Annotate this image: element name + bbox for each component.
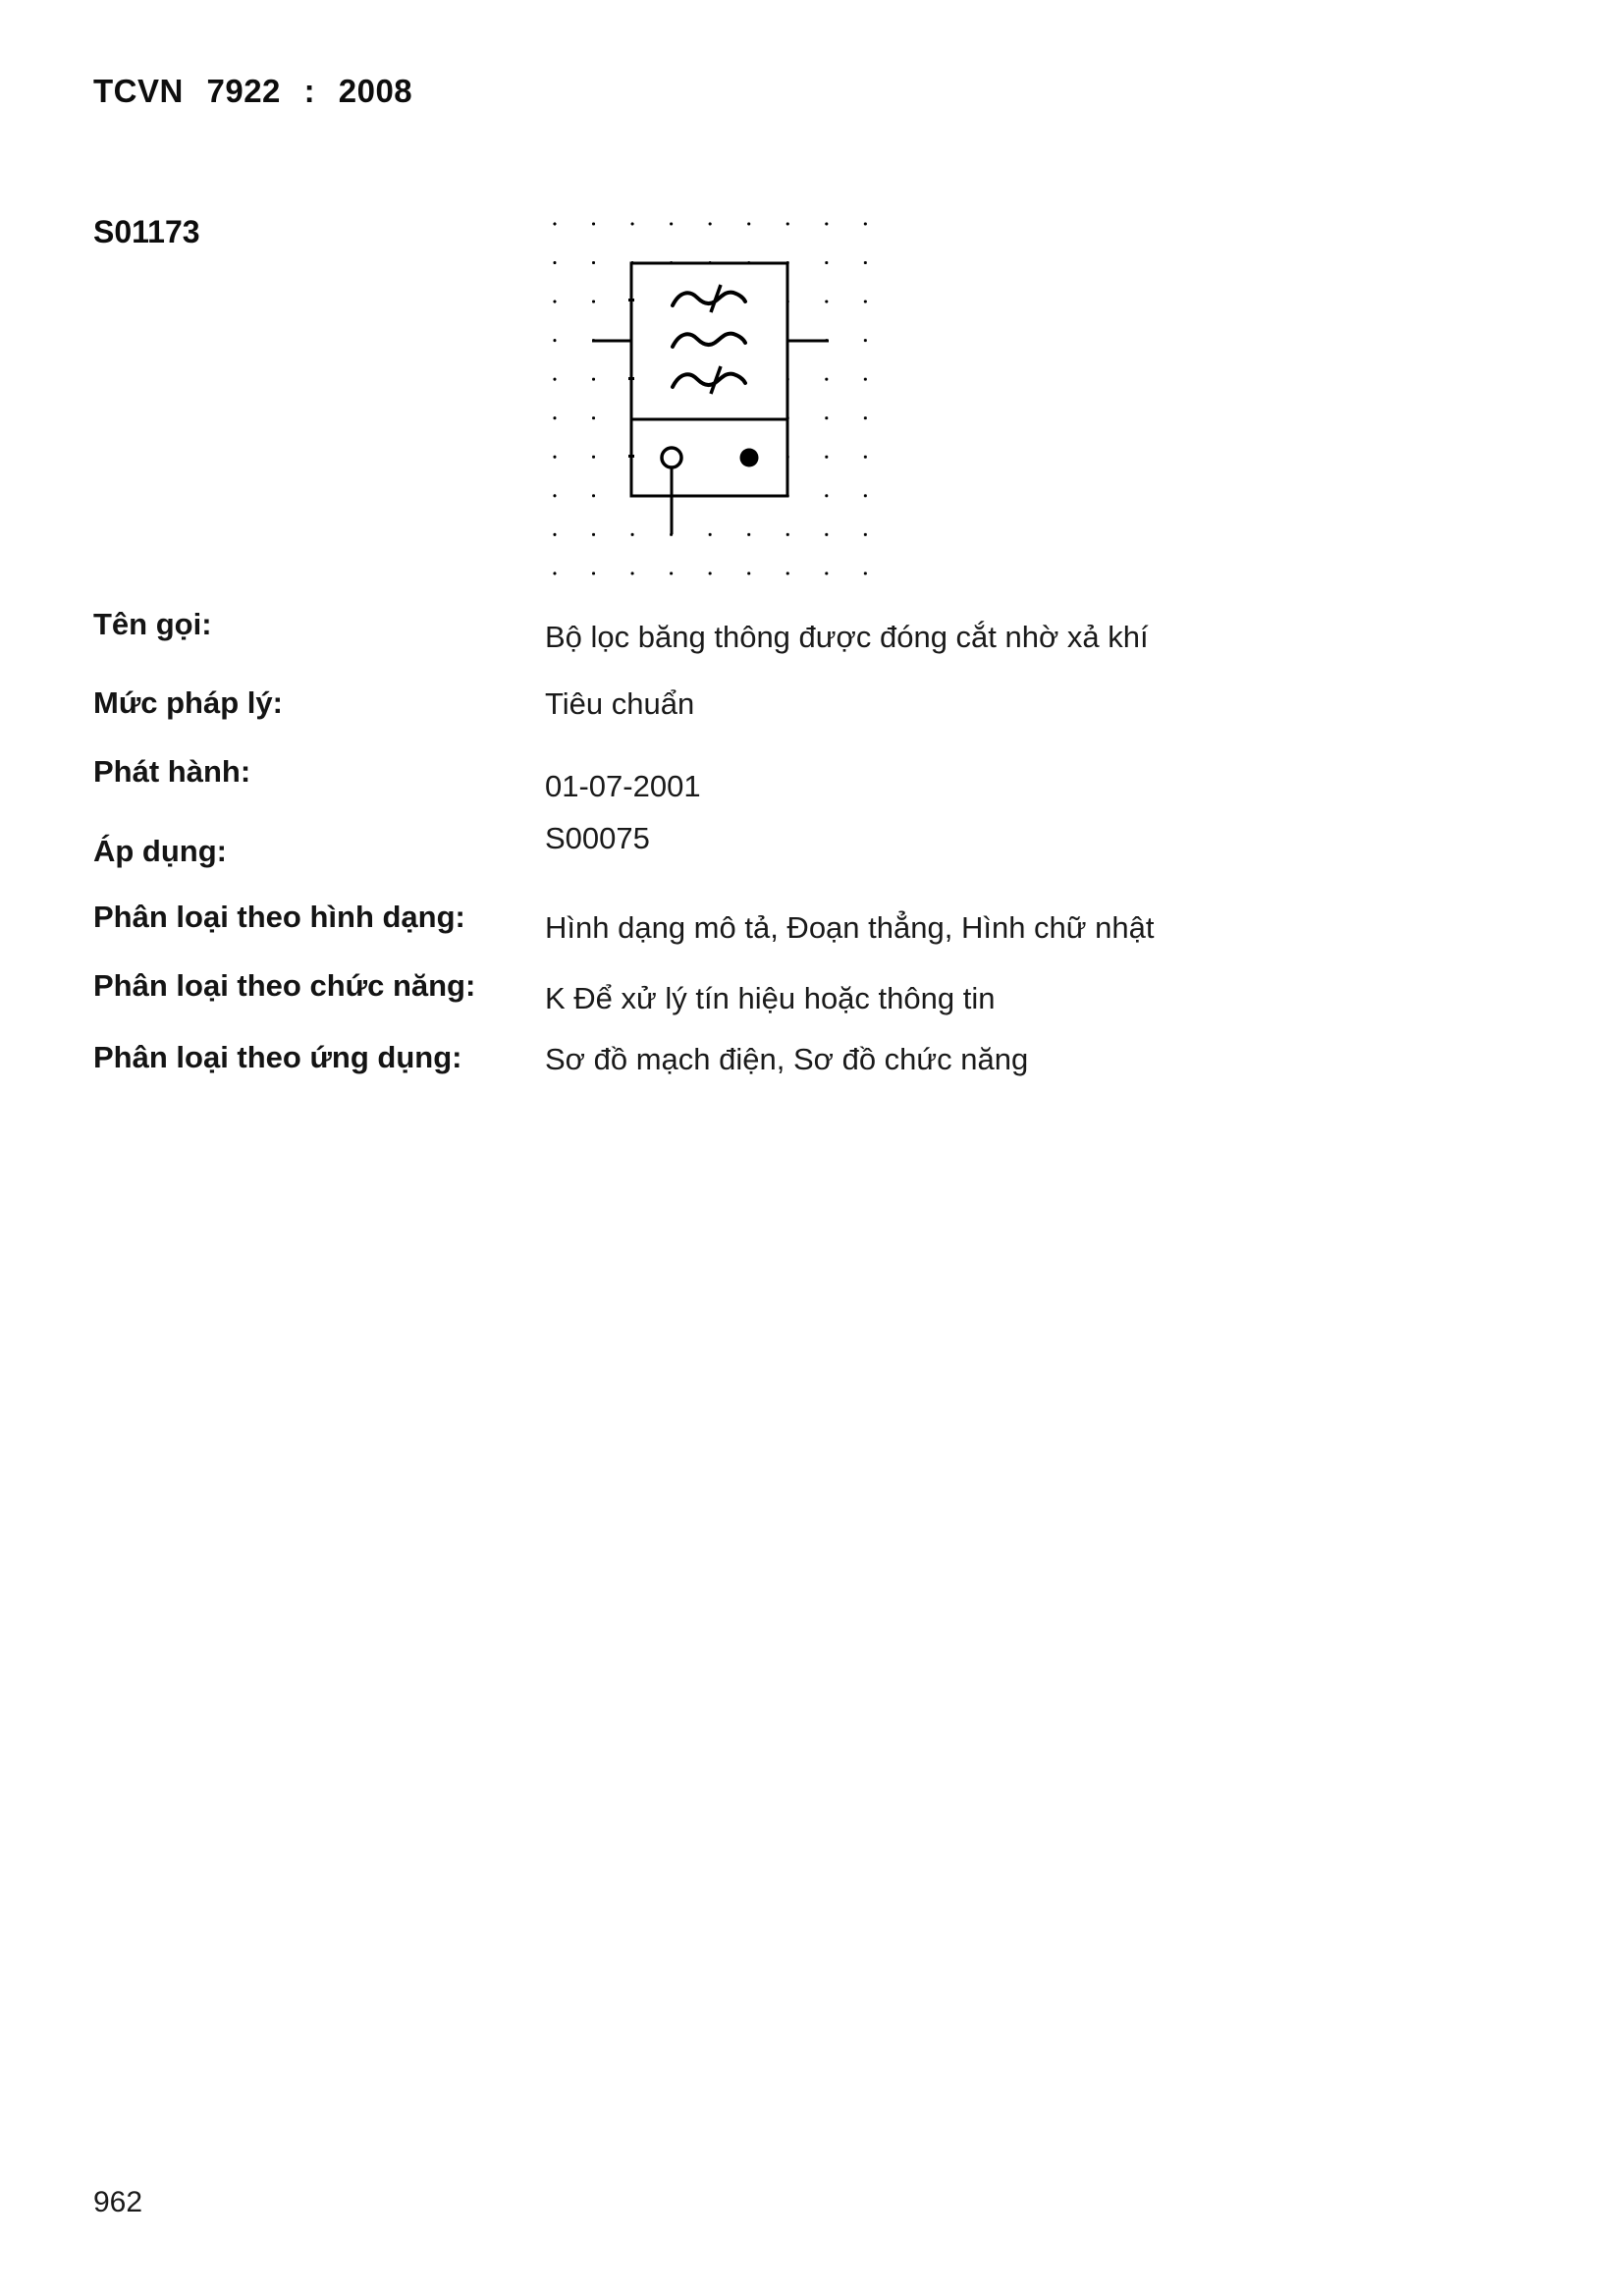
field-value-phan-loai-hinh-dang: Hình dạng mô tả, Đoạn thẳng, Hình chữ nhật xyxy=(545,910,1155,945)
border-grid-tick xyxy=(628,455,634,458)
page-number: 962 xyxy=(93,2186,143,2218)
field-label-phan-loai-chuc-nang: Phân loại theo chức năng: xyxy=(93,968,476,1003)
field-label-phan-loai-ung-dung: Phân loại theo ứng dụng: xyxy=(93,1040,462,1074)
field-value-ap-dung: S00075 xyxy=(545,821,650,855)
field-value-muc-phap-ly: Tiêu chuẩn xyxy=(545,686,695,721)
field-label-phat-hanh: Phát hành: xyxy=(93,754,251,789)
field-label-phan-loai-hinh-dang: Phân loại theo hình dạng: xyxy=(93,900,465,934)
field-label-ap-dung: Áp dụng: xyxy=(93,834,228,868)
field-value-phan-loai-chuc-nang: K Để xử lý tín hiệu hoặc thông tin xyxy=(545,981,996,1015)
symbol-outline-rect xyxy=(631,263,787,496)
symbol-diagram xyxy=(553,222,869,576)
field-value-phat-hanh: 01-07-2001 xyxy=(545,769,701,803)
symbol-id: S01173 xyxy=(93,214,200,249)
open-circle-contact-icon xyxy=(662,448,681,467)
document-header: TCVN 7922 : 2008 xyxy=(93,73,413,109)
field-label-ten-goi: Tên gọi: xyxy=(93,607,212,641)
border-grid-tick xyxy=(628,299,634,301)
field-label-muc-phap-ly: Mức pháp lý: xyxy=(93,685,283,720)
field-value-phan-loai-ung-dung: Sơ đồ mạch điện, Sơ đồ chức năng xyxy=(545,1042,1029,1076)
filled-dot-contact-icon xyxy=(740,449,759,467)
border-grid-tick xyxy=(628,377,634,380)
field-value-ten-goi: Bộ lọc băng thông được đóng cắt nhờ xả khí xyxy=(545,620,1149,654)
symbol-drawing xyxy=(553,222,869,576)
